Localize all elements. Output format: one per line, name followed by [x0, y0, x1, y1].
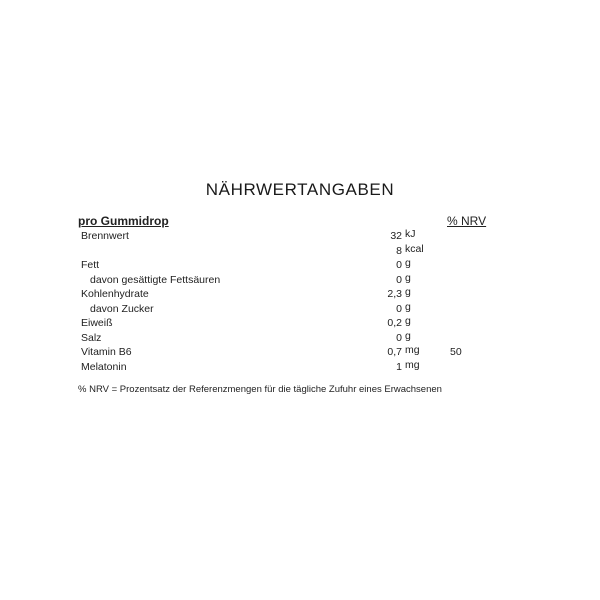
footnote: % NRV = Prozentsatz der Referenzmengen für die tägliche Zufuhr eines Erwachsenen: [78, 384, 442, 395]
nrv-header: % NRV: [447, 214, 487, 228]
nutrition-table: [78, 214, 498, 375]
row-amount: 0,2: [387, 317, 402, 329]
row-label: Melatonin: [81, 360, 127, 373]
row-label: Fett: [81, 259, 100, 271]
row-unit: kcal: [405, 242, 424, 255]
row-amount: 1: [396, 360, 402, 373]
row-amount: 32: [390, 230, 402, 242]
row-amount: 8: [396, 244, 402, 257]
row-unit: mg: [405, 344, 420, 356]
table-row: [78, 346, 498, 361]
row-amount: 0: [396, 259, 402, 271]
row-unit: g: [405, 257, 411, 269]
row-unit: mg: [405, 358, 420, 371]
table-row: [78, 259, 498, 274]
row-amount: 0: [396, 331, 402, 344]
row-label: Vitamin B6: [81, 346, 132, 358]
table-row: [78, 358, 498, 376]
row-unit: g: [405, 271, 411, 284]
row-label: davon Zucker: [90, 302, 154, 315]
row-amount: 0: [396, 273, 402, 286]
row-label: davon gesättigte Fettsäuren: [90, 273, 221, 286]
row-unit: g: [405, 329, 411, 342]
table-header: [78, 214, 498, 230]
table-body: [78, 230, 498, 375]
page-title: NÄHRWERTANGABEN: [205, 180, 395, 199]
row-unit: g: [405, 286, 411, 298]
row-amount: 0,7: [387, 346, 402, 358]
row-amount: 0: [396, 302, 402, 315]
row-label: Salz: [81, 331, 102, 344]
row-label: Kohlenhydrate: [81, 288, 149, 300]
row-unit: g: [405, 315, 411, 327]
table-row: [78, 300, 498, 318]
table-row: [78, 329, 498, 347]
table-row: [78, 242, 498, 260]
row-nrv: 50: [450, 346, 462, 358]
row-label: Brennwert: [81, 230, 129, 242]
portion-header: pro Gummidrop: [78, 214, 169, 228]
row-unit: kJ: [405, 228, 416, 240]
table-row: [78, 271, 498, 289]
row-unit: g: [405, 300, 411, 313]
table-row: [78, 230, 498, 245]
table-row: [78, 288, 498, 303]
table-row: [78, 317, 498, 332]
row-label: Eiweiß: [81, 317, 113, 329]
row-amount: 2,3: [387, 288, 402, 300]
